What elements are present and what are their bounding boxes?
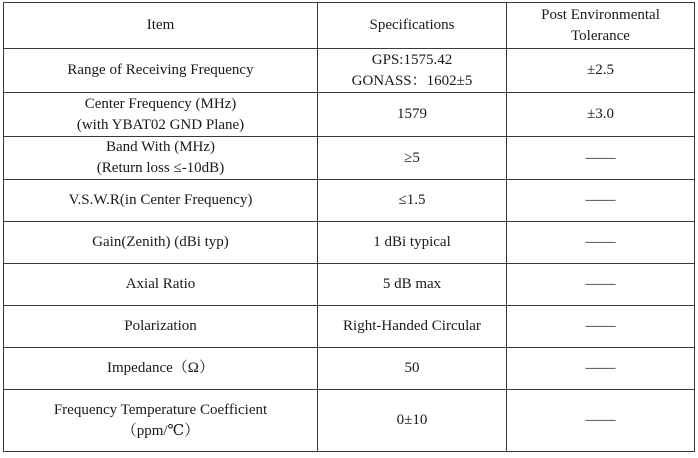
spec-cell: 1 dBi typical bbox=[318, 222, 507, 264]
item-cell bbox=[4, 137, 318, 180]
table-row bbox=[4, 93, 695, 137]
tolerance-cell: —— bbox=[507, 390, 695, 452]
header-tolerance-line-1: Post Environmental bbox=[541, 6, 660, 23]
item-cell: Impedance（Ω） bbox=[4, 348, 318, 390]
table-row bbox=[4, 180, 695, 222]
antenna-spec-table bbox=[3, 2, 695, 452]
spec-cell: 1579 bbox=[318, 93, 507, 137]
spec-cell: ≤1.5 bbox=[318, 180, 507, 222]
table-row bbox=[4, 49, 695, 93]
spec-cell: 0±10 bbox=[318, 390, 507, 452]
table-header-row bbox=[4, 3, 695, 49]
header-tolerance-line-2: Tolerance bbox=[571, 27, 630, 44]
spec-cell bbox=[318, 49, 507, 93]
tolerance-cell: —— bbox=[507, 137, 695, 180]
item-cell: Polarization bbox=[4, 306, 318, 348]
item-text: (with YBAT02 GND Plane) bbox=[76, 116, 245, 133]
item-text: Frequency Temperature Coefficient bbox=[53, 401, 268, 418]
header-item: Item bbox=[4, 3, 318, 49]
item-cell bbox=[4, 390, 318, 452]
item-cell bbox=[4, 93, 318, 137]
table-row bbox=[4, 137, 695, 180]
tolerance-cell: —— bbox=[507, 264, 695, 306]
item-text: Center Frequency (MHz) bbox=[84, 95, 237, 112]
tolerance-cell: ±3.0 bbox=[507, 93, 695, 137]
tolerance-cell: —— bbox=[507, 306, 695, 348]
tolerance-cell: —— bbox=[507, 222, 695, 264]
table-row bbox=[4, 222, 695, 264]
spec-cell: Right-Handed Circular bbox=[318, 306, 507, 348]
tolerance-cell: —— bbox=[507, 348, 695, 390]
spec-cell: 50 bbox=[318, 348, 507, 390]
table-row bbox=[4, 348, 695, 390]
item-text: Range of Receiving Frequency bbox=[67, 62, 254, 78]
tolerance-cell: —— bbox=[507, 180, 695, 222]
header-specifications: Specifications bbox=[318, 3, 507, 49]
item-cell: V.S.W.R(in Center Frequency) bbox=[4, 180, 318, 222]
spec-text: GONASS：1602±5 bbox=[351, 72, 473, 89]
table-row bbox=[4, 264, 695, 306]
tolerance-cell: ±2.5 bbox=[507, 49, 695, 93]
header-post-environmental-tolerance bbox=[507, 3, 695, 49]
item-text: Band With (MHz) bbox=[105, 139, 216, 155]
item-text: (Return loss ≤-10dB) bbox=[96, 160, 225, 176]
spec-cell: ≥5 bbox=[318, 137, 507, 180]
table-row bbox=[4, 390, 695, 452]
item-text: （ppm/℃） bbox=[121, 422, 200, 439]
item-cell: Axial Ratio bbox=[4, 264, 318, 306]
spec-cell: 5 dB max bbox=[318, 264, 507, 306]
table-row bbox=[4, 306, 695, 348]
item-cell bbox=[4, 49, 318, 93]
spec-text: GPS:1575.42 bbox=[371, 51, 453, 68]
item-cell: Gain(Zenith) (dBi typ) bbox=[4, 222, 318, 264]
